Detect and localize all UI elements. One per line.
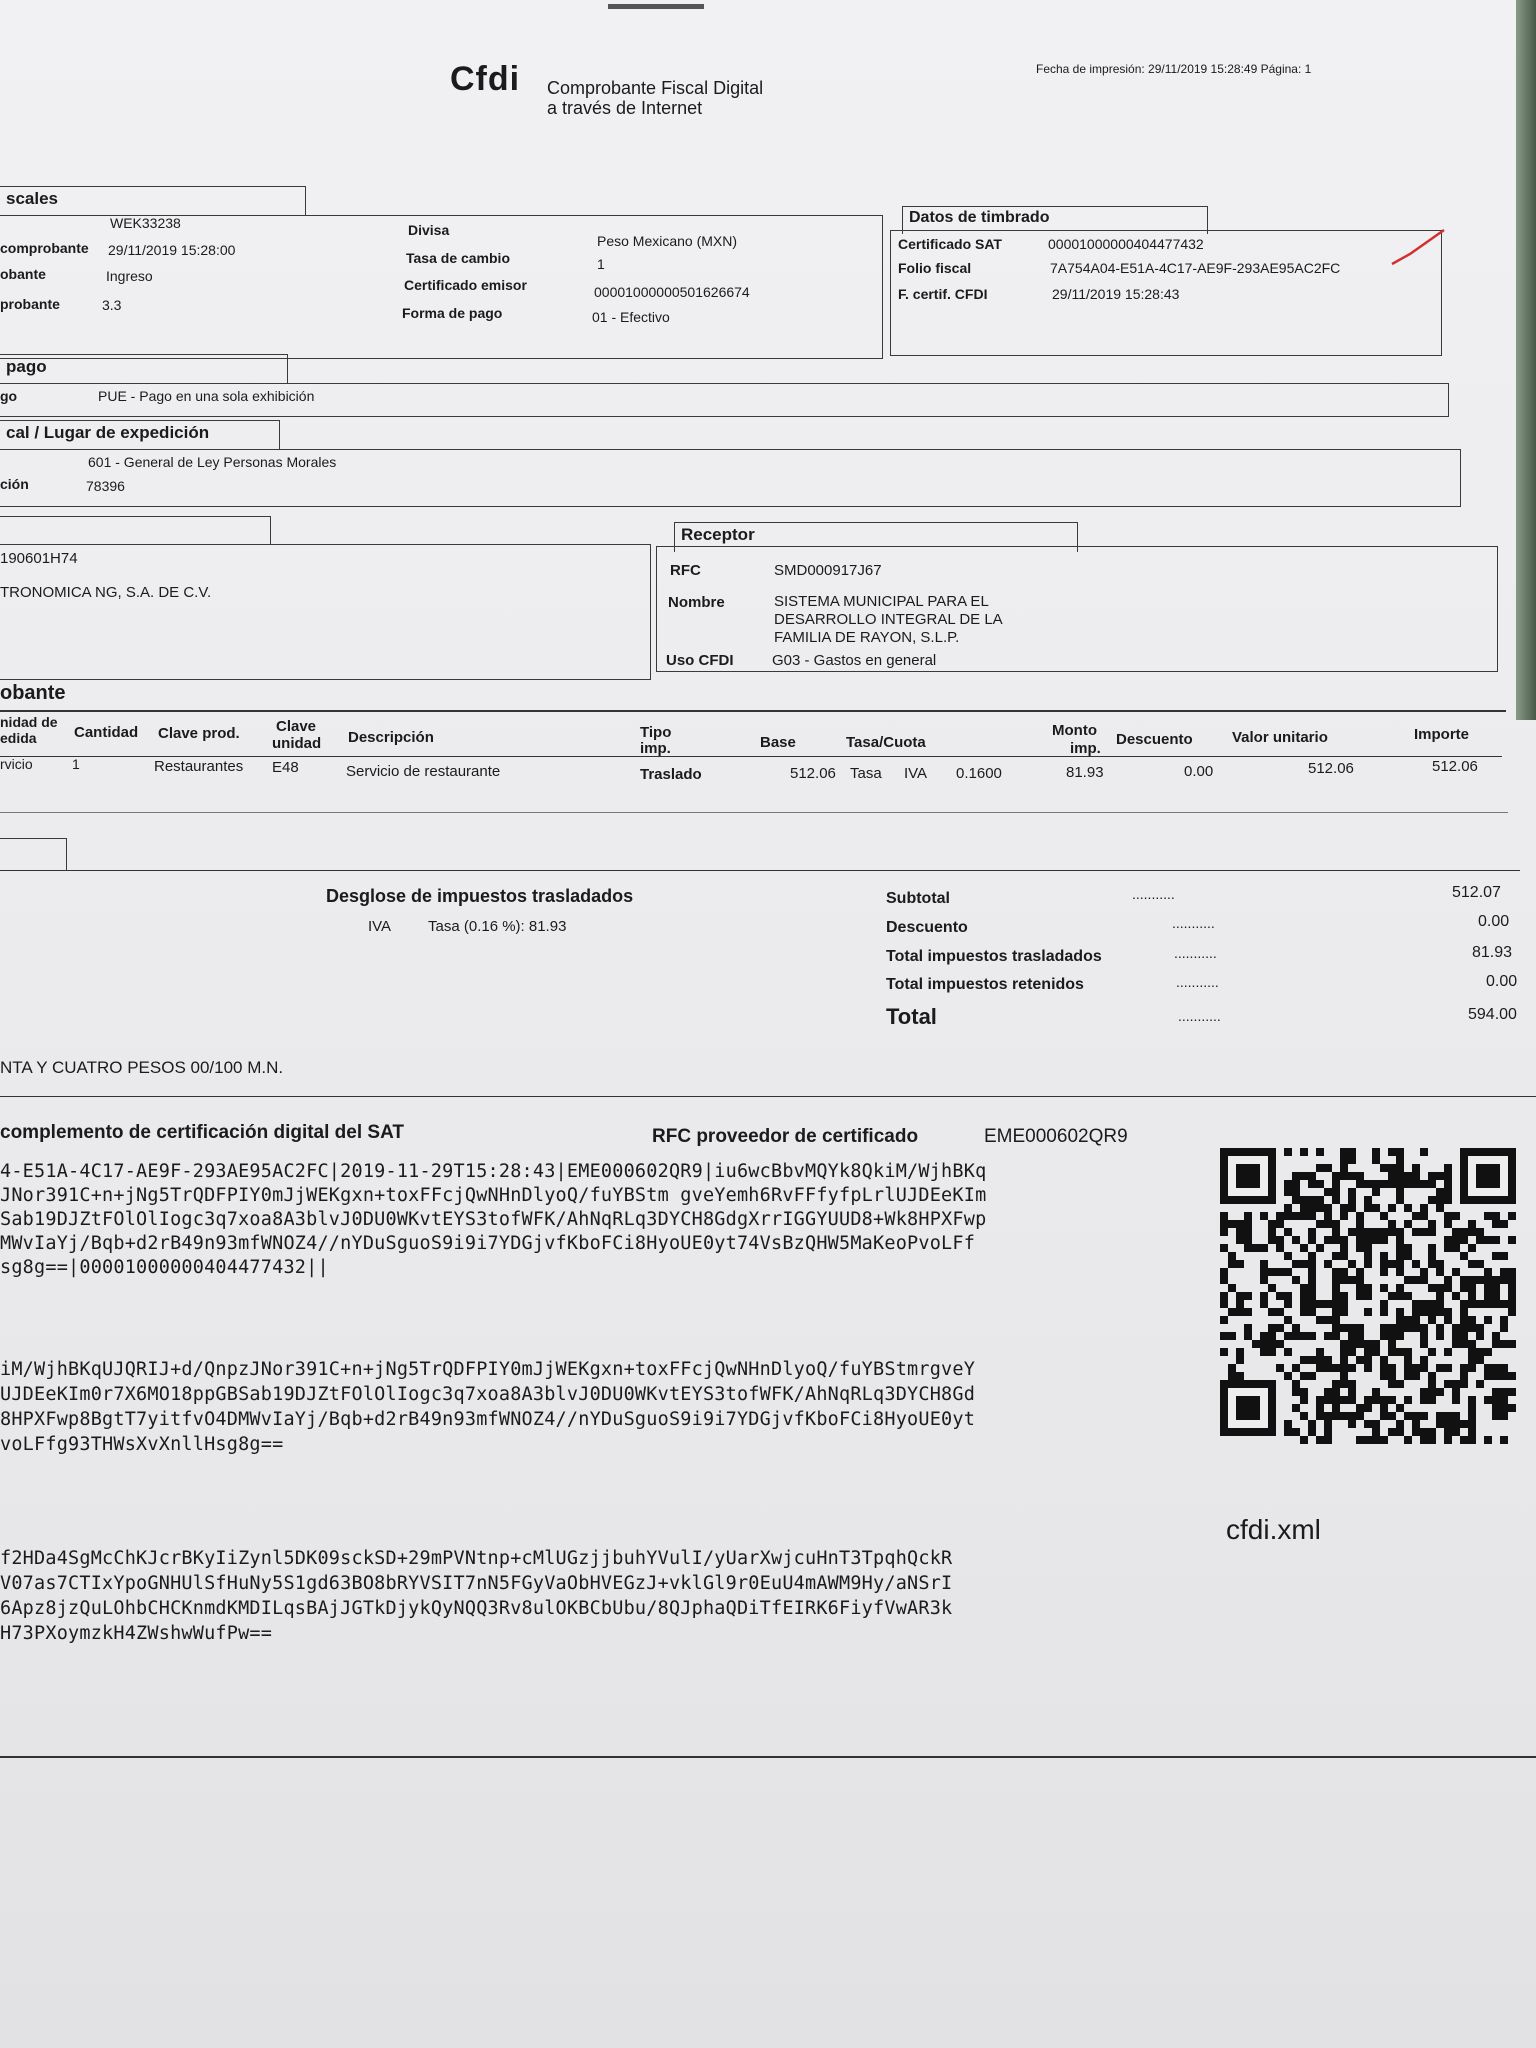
- uso-cfdi-value: G03 - Gastos en general: [772, 652, 937, 669]
- receptor-rfc-label: RFC: [670, 562, 701, 579]
- row-monto: 81.93: [1066, 764, 1104, 781]
- background-edge: [1516, 0, 1536, 720]
- tipo-value: Ingreso: [106, 268, 153, 284]
- header-title-line1: Comprobante Fiscal Digital: [547, 78, 764, 98]
- descuento-value: 0.00: [1478, 913, 1510, 930]
- lugar-value: 78396: [86, 478, 125, 494]
- col-tipo-line1: Tipo: [640, 724, 672, 741]
- desglose-title: Desglose de impuestos trasladados: [326, 886, 634, 906]
- forma-pago-label: Forma de pago: [402, 305, 503, 321]
- row-impuesto: IVA: [904, 765, 928, 782]
- sello-cfdi-line4: voLFfg93THWsXvXnllHsg8g==: [0, 1434, 284, 1455]
- row-tipo: Traslado: [640, 766, 702, 783]
- retenidos-dots: ...........: [1176, 974, 1219, 990]
- rfc-proveedor-value: EME000602QR9: [984, 1126, 1128, 1147]
- descuento-label: Descuento: [886, 919, 968, 936]
- uso-cfdi-label: Uso CFDI: [666, 652, 734, 669]
- cadena-original-line2: JNor391C+n+jNg5TrQDFPIY0mJjWEKgxn+toxFFcjQwNHnDlyoQ/fuYBStm gveYemh6RvFFfyfpLrlUJDEeKIm: [0, 1185, 987, 1206]
- tasa-cambio-value: 1: [597, 256, 605, 272]
- descuento-dots: ...........: [1172, 915, 1215, 931]
- tipo-label: obante: [0, 266, 46, 282]
- cadena-original-line5: sg8g==|00001000000404477432||: [0, 1257, 329, 1278]
- tasa-cambio-label: Tasa de cambio: [406, 250, 511, 266]
- importe-con-letra: NTA Y CUATRO PESOS 00/100 M.N.: [0, 1058, 284, 1077]
- cadena-original-line1: 4-E51A-4C17-AE9F-293AE95AC2FC|2019-11-29T15:28:43|EME000602QR9|iu6wcBbvMQYk8QkiM/WjhBKq: [0, 1161, 987, 1182]
- rfc-proveedor-label: RFC proveedor de certificado: [652, 1126, 919, 1147]
- certificado-sat-label: Certificado SAT: [898, 236, 1002, 252]
- row-cuota: 0.1600: [956, 765, 1002, 782]
- col-unidad-line2: edida: [0, 730, 37, 746]
- desglose-tax: IVA: [368, 918, 392, 935]
- receptor-nombre-line2: DESARROLLO INTEGRAL DE LA: [774, 611, 1003, 628]
- total-label: Total: [886, 1004, 937, 1029]
- row-unidad: rvicio: [0, 756, 33, 772]
- row-cantidad: 1: [72, 756, 80, 772]
- cadena-original-line4: MWvIaYj/Bqb+d2rB49n93mfWNOZ4//nYDuSguoS9i9i7YDGjvfKboFCi8HyoUE0yt74VsBzQHW5MaKeoPvoLFf: [0, 1233, 976, 1254]
- sat-complemento-title: complemento de certificación digital del SAT: [0, 1122, 405, 1143]
- total-dots: ...........: [1178, 1008, 1221, 1024]
- col-tipo-line2: imp.: [640, 740, 671, 757]
- print-date: Fecha de impresión: 29/11/2019 15:28:49 Página: 1: [1036, 62, 1312, 76]
- col-descripcion: Descripción: [348, 729, 434, 746]
- traslados-value: 81.93: [1472, 944, 1513, 961]
- folio-fiscal-label: Folio fiscal: [898, 260, 972, 276]
- certificado-sat-value: 00001000000404477432: [1048, 236, 1204, 252]
- row-base: 512.06: [790, 765, 836, 782]
- receptor-rfc-value: SMD000917J67: [774, 562, 882, 579]
- conceptos-title: obante: [0, 682, 66, 704]
- top-staple-mark: [608, 4, 704, 9]
- cfdi-logo: Cfdi: [450, 60, 521, 98]
- row-descripcion: Servicio de restaurante: [346, 763, 501, 780]
- emisor-nombre: TRONOMICA NG, S.A. DE C.V.: [0, 584, 212, 601]
- col-clave-prod: Clave prod.: [158, 725, 240, 742]
- fecha-certificacion-label: F. certif. CFDI: [898, 286, 988, 302]
- subtotal-dots: ...........: [1132, 886, 1175, 902]
- col-monto-line2: imp.: [1070, 740, 1101, 757]
- serie-folio-value: WEK33238: [110, 215, 181, 231]
- certificado-emisor-label: Certificado emisor: [404, 277, 527, 293]
- header-title-line2: a través de Internet: [547, 98, 703, 118]
- row-clave-unidad: E48: [272, 759, 299, 776]
- regimen-value: 601 - General de Ley Personas Morales: [88, 454, 337, 470]
- row-clave-prod: Restaurantes: [154, 758, 244, 775]
- receptor-nombre-line3: FAMILIA DE RAYON, S.L.P.: [774, 629, 960, 646]
- lugar-label: ción: [0, 476, 29, 492]
- metodo-pago-label: go: [0, 388, 18, 404]
- conceptos-top-rule: [0, 710, 1506, 712]
- qr-code-icon: [1220, 1148, 1536, 1444]
- sello-cfdi-line1: iM/WjhBKqUJQRIJ+d/QnpzJNor391C+n+jNg5TrQDFPIY0mJjWEKgxn+toxFFcjQwNHnDlyoQ/fuYBStmrgveY: [0, 1359, 976, 1380]
- receptor-nombre-label: Nombre: [668, 594, 725, 611]
- timbrado-tab: Datos de timbrado: [902, 206, 1208, 234]
- col-clave-unidad-line1: Clave: [276, 718, 317, 735]
- sello-sat-line1: f2HDa4SgMcChKJcrBKyIiZynl5DK09sckSD+29mPVNtnp+cMlUGzjjbuhYVulI/yUarXwjcuHnT3TpqhQckR: [0, 1548, 953, 1569]
- row-descuento: 0.00: [1184, 763, 1214, 780]
- col-tasa-cuota: Tasa/Cuota: [846, 734, 926, 751]
- fecha-certificacion-value: 29/11/2019 15:28:43: [1052, 286, 1180, 302]
- cadena-original-line3: Sab19DJZtFOlOlIogc3q7xoa8A3blvJ0DU0WKvtEYS3tofWFK/AhNqRLq3DYCH8GdgXrrIGGYUUD8+Wk8HPXFwp: [0, 1209, 987, 1230]
- col-valor-unitario: Valor unitario: [1232, 729, 1328, 746]
- red-check-mark-icon: [1390, 228, 1446, 266]
- forma-pago-value: 01 - Efectivo: [592, 309, 670, 325]
- desglose-detail: Tasa (0.16 %): 81.93: [428, 918, 567, 935]
- fecha-value: 29/11/2019 15:28:00: [108, 242, 236, 258]
- totales-bottom-rule: [0, 1096, 1536, 1097]
- row-tasa: Tasa: [850, 765, 882, 782]
- emisor-rfc: 190601H74: [0, 550, 78, 567]
- regimen-tab: cal / Lugar de expedición: [0, 420, 280, 450]
- conceptos-header-rule: [0, 756, 1502, 757]
- subtotal-label: Subtotal: [886, 890, 950, 907]
- divisa-value: Peso Mexicano (MXN): [597, 233, 738, 249]
- divisa-label: Divisa: [408, 222, 450, 238]
- sello-sat-line4: H73PXoymzkH4ZWshwWufPw==: [0, 1623, 273, 1644]
- conceptos-bottom-rule: [0, 812, 1508, 813]
- fecha-label: comprobante: [0, 240, 89, 256]
- subtotal-value: 512.07: [1452, 884, 1501, 901]
- retenidos-label: Total impuestos retenidos: [886, 976, 1084, 993]
- traslados-label: Total impuestos trasladados: [886, 948, 1102, 965]
- col-cantidad: Cantidad: [74, 724, 139, 741]
- sello-cfdi-line2: UJDEeKIm0r7X6MO18ppGBSab19DJZtFOlOlIogc3q7xoa8A3blvJ0DU0WKvtEYS3tofWFK/AhNqRLq3DYCH8Gd: [0, 1384, 976, 1405]
- sello-cfdi-line3: 8HPXFwp8BgtT7yitfvO4DMWvIaYj/Bqb+d2rB49n93mfWNOZ4//nYDuSguoS9i9i7YDGjvfKboFCi8HyoUE0yt: [0, 1409, 976, 1430]
- col-descuento: Descuento: [1116, 731, 1193, 748]
- row-valor-unitario: 512.06: [1308, 760, 1354, 777]
- datos-fiscales-tab: scales: [0, 186, 306, 216]
- col-clave-unidad-line2: unidad: [272, 735, 322, 752]
- row-importe: 512.06: [1432, 758, 1478, 775]
- total-value: 594.00: [1468, 1006, 1517, 1023]
- col-importe: Importe: [1414, 726, 1470, 743]
- traslados-dots: ...........: [1174, 945, 1217, 961]
- version-value: 3.3: [102, 297, 122, 313]
- sello-sat-line2: V07as7CTIxYpoGNHUlSfHuNy5S1gd63BO8bRYVSIT7nN5FGyVaObHVEGzJ+vklGl9r0EuU4mAWM9Hy/aNSrI: [0, 1573, 953, 1594]
- receptor-nombre-line1: SISTEMA MUNICIPAL PARA EL: [774, 593, 989, 610]
- cfdi-xml-filename: cfdi.xml: [1226, 1514, 1321, 1545]
- col-base: Base: [760, 734, 796, 751]
- receptor-tab: Receptor: [674, 522, 1078, 552]
- metodo-pago-value: PUE - Pago en una sola exhibición: [98, 388, 315, 404]
- retenidos-value: 0.00: [1486, 973, 1518, 990]
- sello-sat-line3: 6Apz8jzQuLOhbCHCKnmdKMDILqsBAjJGTkDjykQyNQQ3Rv8ulOKBCbUbu/8QJphaQDiTfEIRK6FiyfVwAR3k: [0, 1598, 953, 1619]
- certificado-emisor-value: 00001000000501626674: [594, 284, 750, 300]
- footer-rule: [0, 1756, 1536, 1758]
- emisor-box: [0, 544, 651, 680]
- col-monto-line1: Monto: [1052, 722, 1097, 739]
- totales-top-rule: [0, 870, 1520, 871]
- col-unidad-line1: nidad de: [0, 714, 58, 730]
- folio-fiscal-value: 7A754A04-E51A-4C17-AE9F-293AE95AC2FC: [1050, 260, 1341, 276]
- version-label: probante: [0, 296, 60, 312]
- totales-tab: [0, 838, 67, 871]
- pago-tab: pago: [0, 354, 288, 384]
- emisor-tab: [0, 516, 271, 545]
